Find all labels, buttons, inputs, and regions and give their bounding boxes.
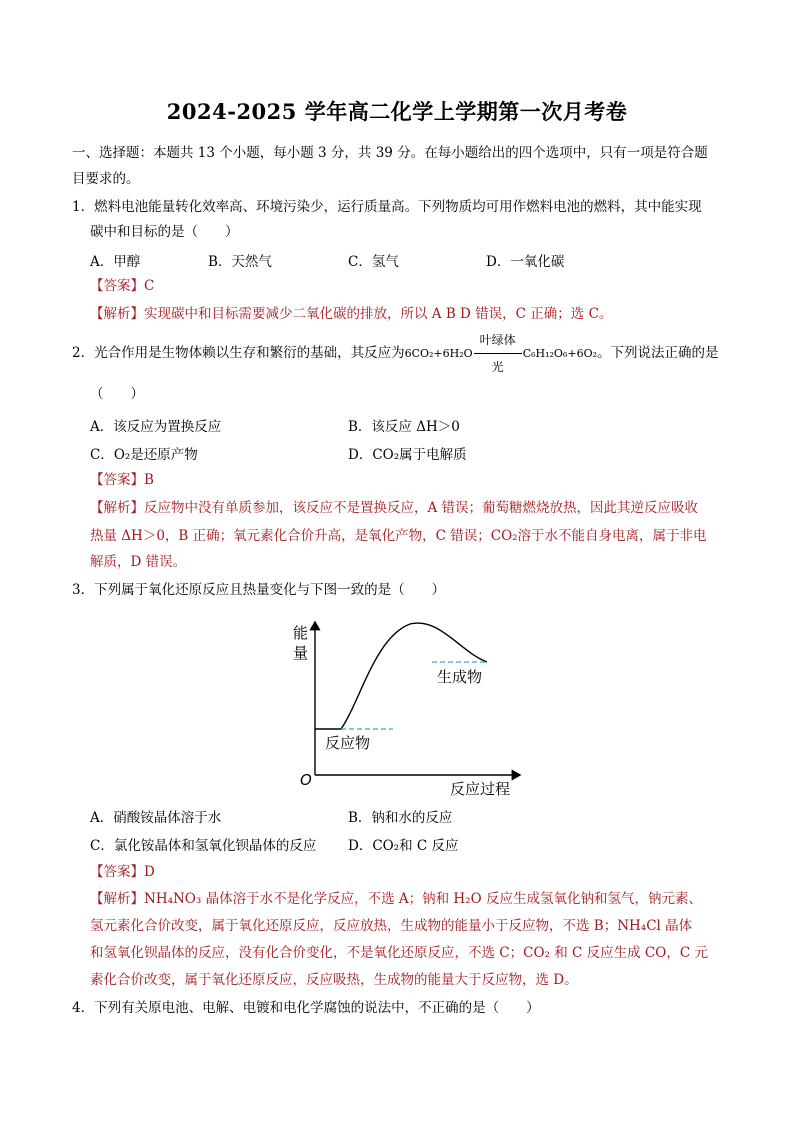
q1-answer	[90, 276, 154, 296]
q3-analysis-line1	[90, 889, 702, 909]
answer-tag: 【答案】	[90, 278, 144, 294]
equation-left: 6CO₂+6H₂O	[404, 347, 473, 360]
q4-stem: 4．下列有关原电池、电解、电镀和电化学腐蚀的说法中，不正确的是（ ）	[72, 1000, 540, 1016]
analysis-text: NH₄NO₃ 晶体溶于水不是化学反应，不选 A；钠和 H₂O 反应生成氢氧化钠和氢气，钠元素、	[144, 891, 702, 907]
q3-analysis-line2: 氢元素化合价改变，属于氧化还原反应，反应放热，生成物的能量小于反应物，不选 B；NH₄Cl 晶体	[90, 918, 693, 934]
q1-analysis	[90, 304, 612, 324]
q2-paren: （ ）	[90, 386, 144, 402]
answer-value: D	[144, 864, 155, 880]
q1-option-b: B．天然气	[208, 254, 272, 270]
reactant-label: 反应物	[325, 734, 371, 752]
q2-analysis-line3: 解质，D 错误。	[90, 554, 187, 570]
y-label-char1: 能	[293, 624, 309, 642]
q1-stem-line2: 碳中和目标的是（ ）	[90, 224, 239, 240]
q3-option-c: C．氯化铵晶体和氢氧化钡晶体的反应	[90, 838, 317, 854]
origin-label: O	[300, 771, 312, 789]
equation-bar	[474, 353, 522, 354]
exam-title: 2024-2025 学年高二化学上学期第一次月考卷	[166, 99, 628, 124]
energy-diagram	[280, 612, 530, 802]
q3-analysis-line4: 素化合价改变，属于氧化还原反应，反应吸热，生成物的能量大于反应物，选 D。	[90, 972, 578, 988]
answer-tag: 【答案】	[90, 472, 144, 488]
q1-option-a: A．甲醇	[90, 254, 141, 270]
q2-answer	[90, 470, 154, 490]
q2-option-a: A．该反应为置换反应	[90, 419, 222, 435]
q1-stem-line1: 1．燃料电池能量转化效率高、环境污染少，运行质量高。下列物质均可用作燃料电池的燃料，其中能实现	[72, 199, 702, 215]
q3-option-a: A．硝酸铵晶体溶于水	[90, 810, 222, 826]
q2-analysis-line1	[90, 498, 698, 518]
q2-stem-prefix: 2．光合作用是生物体赖以生存和繁衍的基础，其反应为	[72, 345, 405, 361]
q3-analysis-line3: 和氢氧化钡晶体的反应，没有化合价变化，不是氧化还原反应，不选 C；CO₂ 和 C 反应生成 CO，C 元	[90, 945, 708, 961]
q1-option-d: D．一氧化碳	[486, 254, 565, 270]
q2-option-c: C．O₂是还原产物	[90, 447, 198, 463]
q3-option-b: B．钠和水的反应	[348, 810, 453, 826]
q1-option-c: C．氢气	[348, 254, 399, 270]
q2-analysis-line2: 热量 ΔH＞0，B 正确；氧元素化合价升高，是氧化产物，C 错误；CO₂溶于水不能自身电离，属于非电	[90, 528, 707, 544]
analysis-text: 实现碳中和目标需要减少二氧化碳的排放，所以 A B D 错误，C 正确；选 C。	[144, 306, 613, 322]
equation-condition-bottom: 光	[491, 359, 504, 374]
q2-stem-line1	[72, 332, 719, 374]
equation-right: C₆H₁₂O₆+6O₂	[522, 347, 597, 360]
product-label: 生成物	[437, 668, 483, 686]
answer-value: C	[144, 278, 155, 294]
y-label-char2: 量	[293, 644, 309, 662]
section-instructions-line1: 一、选择题：本题共 13 个小题，每小题 3 分，共 39 分。在每小题给出的四个选项中，只有一项是符合题	[72, 145, 708, 161]
q3-stem: 3．下列属于氧化还原反应且热量变化与下图一致的是（ ）	[72, 582, 446, 598]
q2-stem-suffix: 。下列说法正确的是	[597, 345, 719, 361]
answer-value: B	[144, 472, 154, 488]
q3-answer	[90, 862, 155, 882]
q3-option-d: D．CO₂和 C 反应	[348, 838, 459, 854]
q2-option-d: D．CO₂属于电解质	[348, 447, 467, 463]
q2-option-b: B．该反应 ΔH＞0	[348, 419, 460, 435]
analysis-tag: 【解析】	[90, 306, 144, 322]
answer-tag: 【答案】	[90, 864, 144, 880]
equation-condition-top: 叶绿体	[479, 332, 516, 347]
analysis-tag: 【解析】	[90, 891, 144, 907]
equation-arrow	[474, 332, 522, 374]
x-axis-label: 反应过程	[450, 780, 511, 798]
section-instructions-line2: 目要求的。	[72, 171, 140, 187]
analysis-tag: 【解析】	[90, 500, 144, 516]
analysis-text: 反应物中没有单质参加，该反应不是置换反应，A 错误；葡萄糖燃烧放热，因此其逆反应吸收	[144, 500, 699, 516]
